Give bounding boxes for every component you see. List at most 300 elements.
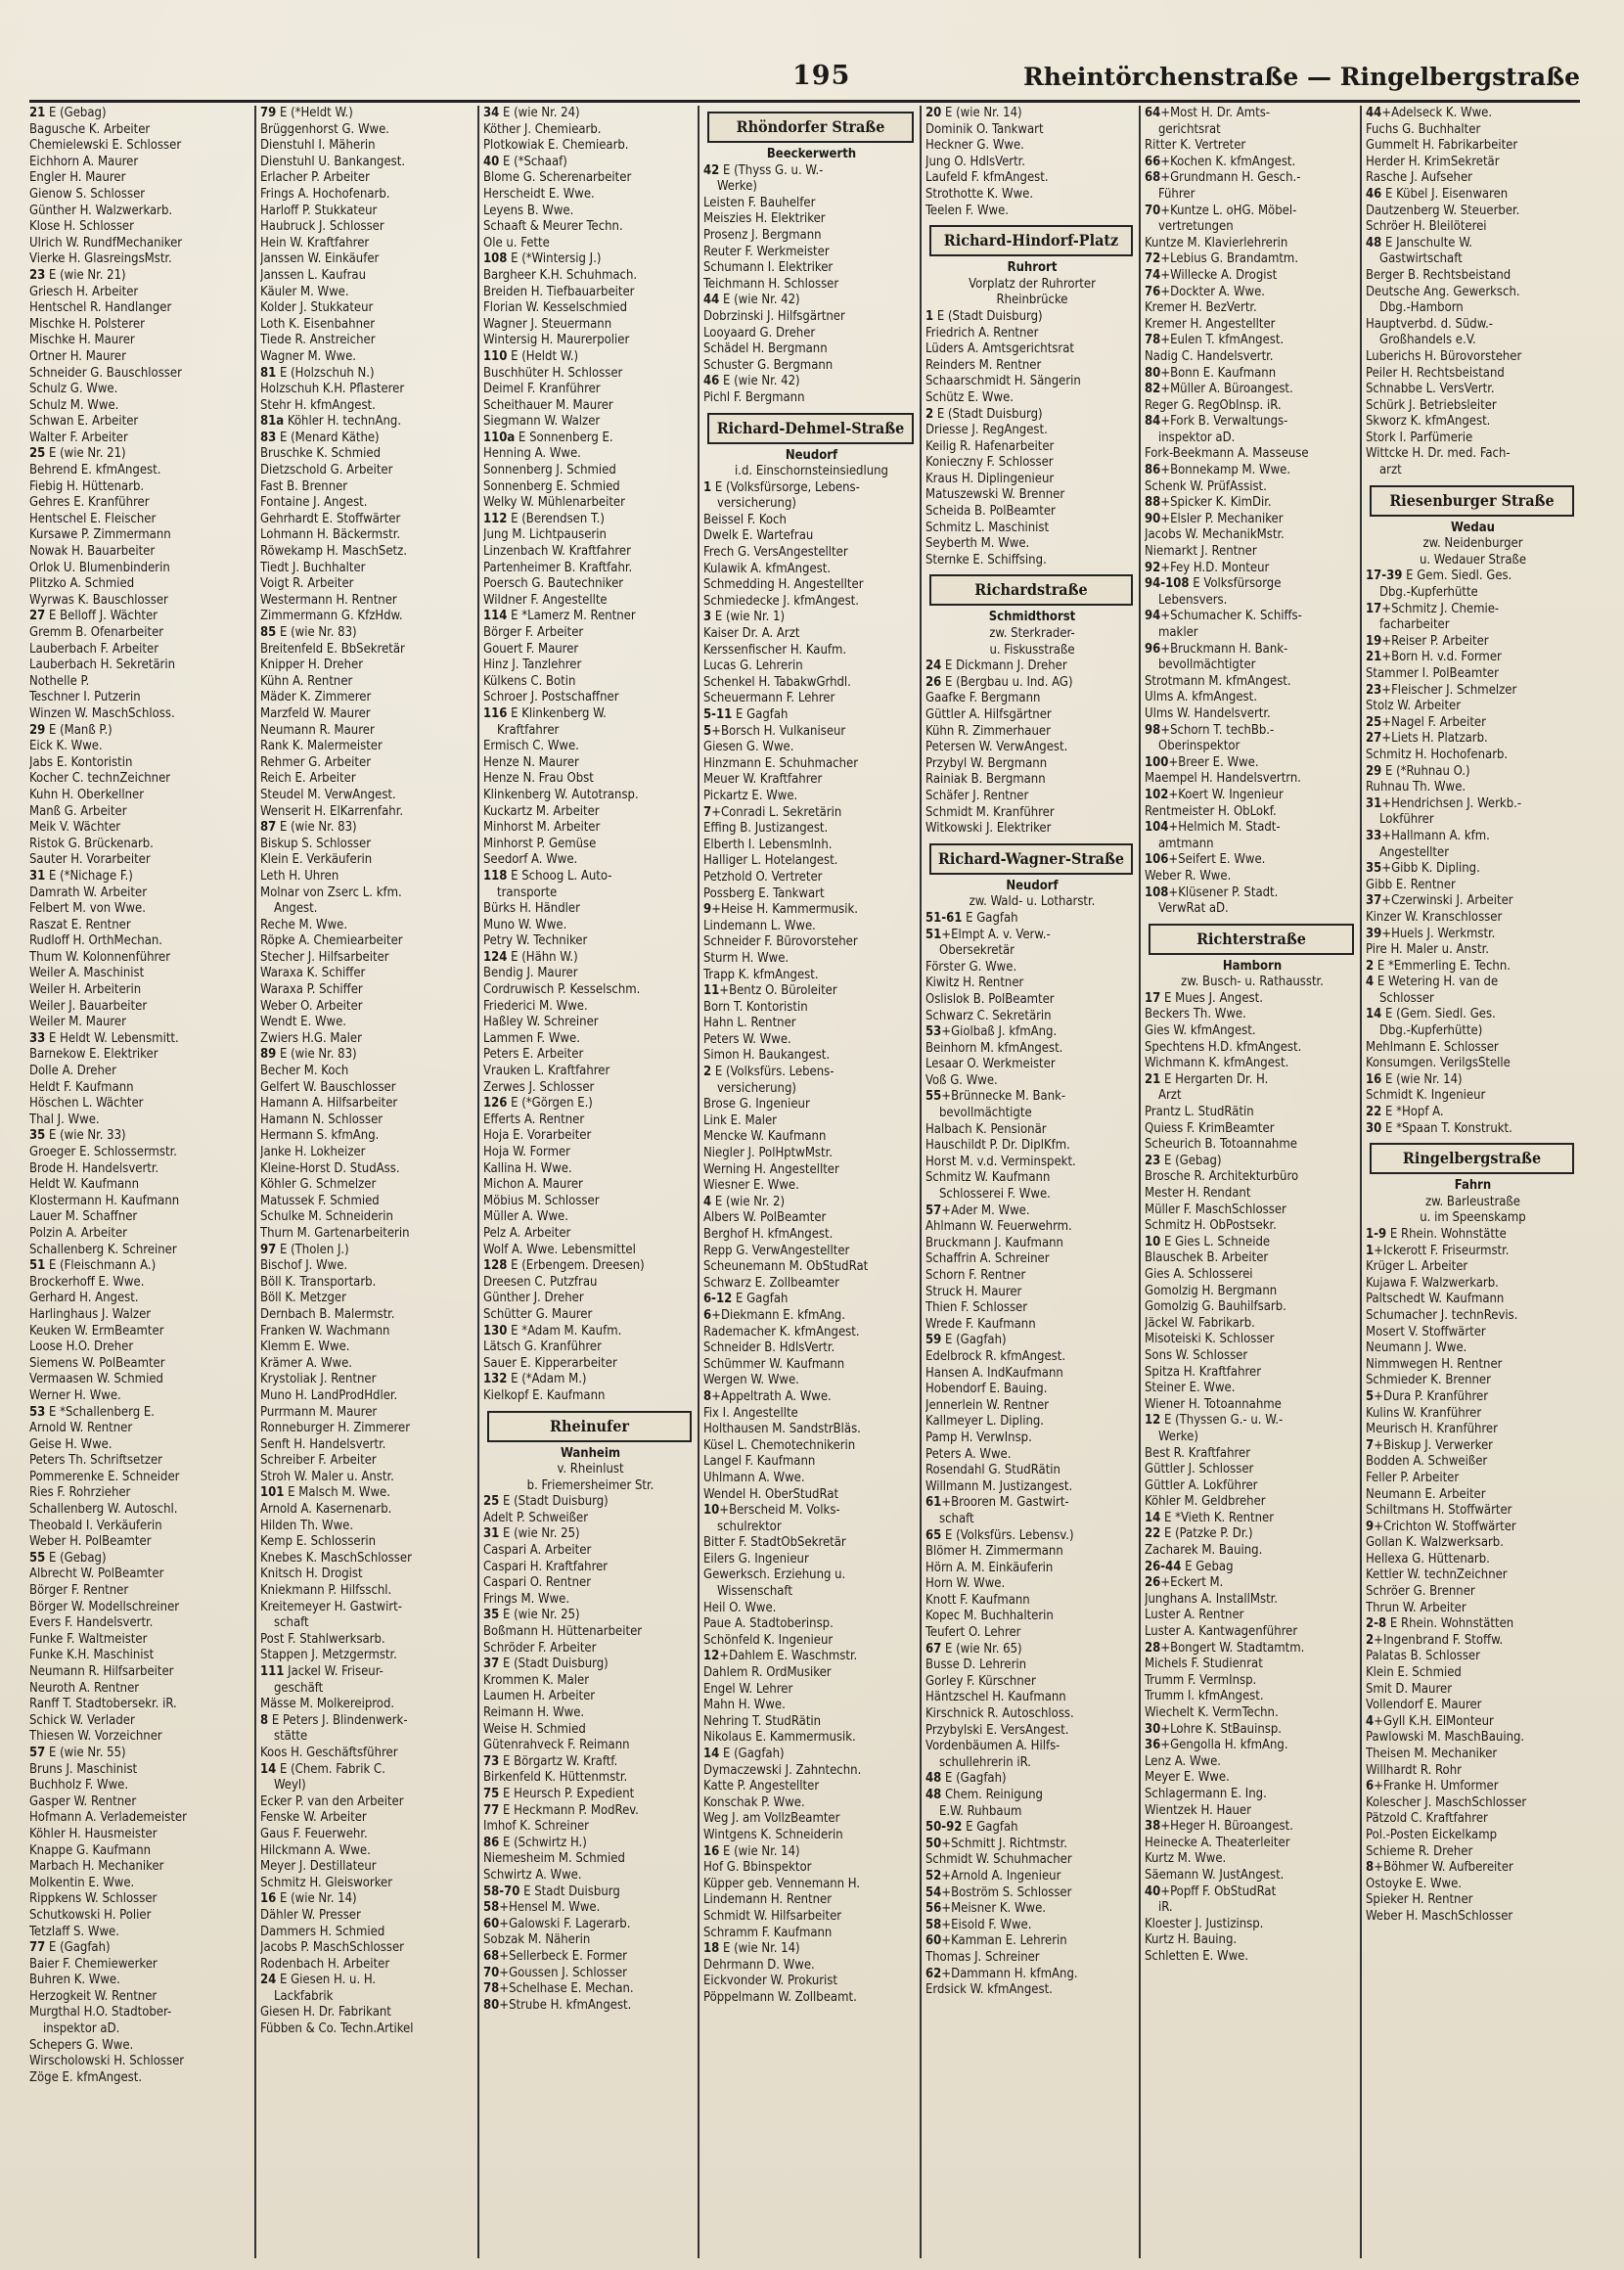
directory-entry: Bruckmann J. Kaufmann [925, 1235, 1063, 1250]
directory-entry: Holthausen M. SandstrBläs. [703, 1422, 861, 1437]
house-number: 44 [1366, 106, 1382, 120]
directory-entry: Herscheidt E. Wwe. [483, 186, 595, 202]
entry-text: +Gibb K. Dipling. [1381, 861, 1480, 877]
directory-entry: Sonnenberg J. Schmied [483, 463, 616, 478]
directory-entry: Birkenfeld K. Hüttenmstr. [483, 1770, 628, 1786]
directory-entry [1145, 991, 1360, 1008]
entry-text: E (*Wintersig J.) [507, 251, 602, 267]
directory-entry: Stammer I. PolBeamter [1366, 666, 1499, 681]
directory-entry: Dammers H. Schmied [260, 1924, 385, 1939]
house-number: 37 [1366, 893, 1382, 909]
directory-entry: Angestellter [1379, 844, 1449, 860]
directory-entry: Uhlmann A. Wwe. [703, 1470, 805, 1485]
directory-entry: Tetzlaff S. Wwe. [29, 1924, 119, 1939]
entry-text: +Elsler P. Mechaniker [1160, 511, 1284, 526]
directory-entry [1145, 463, 1360, 479]
directory-entry: Harloff P. Stukkateur [260, 203, 378, 218]
directory-entry: Kujawa F. Walzwerkarb. [1366, 1275, 1499, 1291]
directory-entry [29, 609, 254, 625]
directory-entry: Ries F. Rohrzieher [29, 1485, 131, 1501]
directory-entry: Kurtz M. Wwe. [1145, 1851, 1227, 1867]
directory-entry: Konsumgen. VerilgsStelle [1366, 1056, 1511, 1071]
house-number: 55 [925, 1089, 942, 1105]
directory-entry: Schmidt M. Kranführer [925, 804, 1055, 820]
house-number: 84 [1145, 414, 1161, 430]
directory-entry: Behrend E. kfmAngest. [29, 463, 161, 478]
entry-text: E (wie Nr. 14) [276, 1891, 357, 1907]
directory-entry: Schnabbe L. VersVertr. [1366, 382, 1495, 397]
entry-text: E Gem. Siedl. Ges. [1402, 568, 1512, 584]
directory-entry [925, 1771, 1139, 1788]
directory-entry [1366, 634, 1580, 651]
directory-entry: Bodden A. Schweißer [1366, 1454, 1488, 1470]
house-number: 37 [483, 1657, 500, 1672]
house-number: 2 [1366, 1632, 1375, 1648]
entry-text: +Liets H. Platzarb. [1381, 731, 1488, 747]
house-number: 26 [925, 674, 942, 690]
entry-text: +Franke H. Umformer [1374, 1779, 1499, 1794]
directory-entry: Theisen M. Mechaniker [1366, 1747, 1498, 1761]
entry-text: E Gebag [1181, 1559, 1234, 1574]
directory-entry: Küsel L. Chemotechnikerin [703, 1437, 856, 1453]
directory-entry [703, 1195, 920, 1211]
house-number: 74 [1145, 267, 1161, 283]
house-number: 52 [925, 1868, 942, 1884]
directory-entry: Linzenbach W. Kraftfahrer [483, 544, 631, 560]
directory-entry: Rosendahl G. StudRätin [925, 1463, 1060, 1478]
house-number: 77 [483, 1802, 500, 1818]
entry-text: E (Bergbau u. Ind. AG) [941, 674, 1073, 690]
directory-entry: Plotkowiak E. Chemiearb. [483, 138, 629, 154]
directory-entry [260, 1891, 477, 1908]
house-number: 22 [1145, 1526, 1161, 1542]
directory-entry: Börger F. Arbeiter [483, 625, 584, 640]
house-number: 4 [1366, 975, 1375, 990]
entry-text: E Gagfah [732, 1292, 789, 1307]
directory-entry: Caspari A. Arbeiter [483, 1543, 592, 1559]
directory-entry [260, 106, 477, 122]
directory-entry [703, 293, 920, 309]
house-number: 27 [29, 609, 46, 624]
directory-entry: Hauptverbd. d. Südw.- [1366, 316, 1494, 332]
directory-entry: Lindemann H. Rentner [703, 1892, 833, 1908]
directory-entry: Maempel H. Handelsvertrn. [1145, 771, 1301, 787]
directory-entry: Gütenrahveck F. Reimann [483, 1738, 630, 1753]
directory-entry [483, 1754, 698, 1771]
directory-entry: Güttler A. Hilfsgärtner [925, 707, 1052, 722]
directory-entry [1145, 1072, 1360, 1089]
directory-entry: Rademacher K. kfmAngest. [703, 1324, 860, 1339]
directory-entry [29, 723, 254, 740]
directory-entry [483, 349, 698, 366]
street-location-note: u. Wedauer Straße [1419, 552, 1527, 568]
entry-text: +Meisner K. Wwe. [941, 1901, 1046, 1917]
directory-entry: Beinhorn M. kfmAngest. [925, 1040, 1063, 1056]
directory-entry [260, 1243, 477, 1259]
house-number: 11 [703, 983, 720, 999]
directory-entry [1145, 1575, 1360, 1592]
house-number: 128 [483, 1258, 508, 1274]
directory-entry: Ulms A. kfmAngest. [1145, 690, 1257, 705]
entry-text: E (Gebag) [1160, 1153, 1222, 1168]
entry-text: Chem. Reinigung [941, 1788, 1043, 1802]
directory-entry: Nikolaus E. Kammermusik. [703, 1730, 856, 1746]
directory-entry: Meyer E. Wwe. [1145, 1770, 1230, 1786]
street-heading: Richterstraße [1149, 924, 1354, 955]
directory-entry [1366, 927, 1580, 943]
house-number: 126 [483, 1096, 508, 1112]
directory-entry: Willhardt R. Rohr [1366, 1762, 1462, 1778]
directory-entry: Schmedding H. Angestellter [703, 577, 864, 593]
entry-text: E *Hopf A. [1381, 1105, 1444, 1120]
house-number: 86 [483, 1835, 500, 1850]
house-number: 46 [1366, 186, 1382, 202]
directory-entry [483, 1657, 698, 1673]
directory-entry: Krommen K. Maler [483, 1672, 590, 1688]
directory-entry: Ortner H. Maurer [29, 348, 126, 364]
house-number: 23 [1366, 682, 1382, 698]
directory-entry: Kolescher J. MaschSchlosser [1366, 1794, 1527, 1810]
house-number: 48 [925, 1771, 942, 1787]
entry-text: +Sellerbeck E. Former [499, 1948, 627, 1964]
directory-entry: Weber R. Wwe. [1145, 868, 1232, 884]
directory-entry: Möbius M. Schlosser [483, 1193, 600, 1208]
street-heading: Ringelbergstraße [1370, 1143, 1574, 1174]
directory-entry: Wergen W. Wwe. [703, 1373, 799, 1388]
directory-entry: Oberinspektor [1158, 739, 1241, 754]
directory-entry: Klein E. Schmied [1366, 1665, 1462, 1681]
house-number: 104 [1145, 820, 1169, 836]
directory-entry: Schümmer W. Kaufmann [703, 1356, 845, 1372]
directory-entry: Arnold W. Rentner [29, 1421, 133, 1436]
directory-entry: Damrath W. Arbeiter [29, 885, 148, 900]
house-number: 87 [260, 820, 277, 836]
directory-entry [483, 1494, 698, 1511]
directory-entry: Schmitz H. ObPostsekr. [1145, 1218, 1277, 1234]
directory-entry: Wintgens K. Schneiderin [703, 1827, 843, 1842]
directory-entry [703, 1308, 920, 1325]
directory-entry: Bargheer K.H. Schuhmach. [483, 267, 638, 283]
directory-entry: Geise H. Wwe. [29, 1436, 113, 1452]
directory-entry: Stolz W. Arbeiter [1366, 699, 1462, 714]
directory-entry: Keilig R. Hafenarbeiter [925, 438, 1055, 454]
directory-entry: Mischke H. Maurer [29, 333, 135, 348]
directory-entry: Deutsche Ang. Gewerksch. [1366, 284, 1520, 299]
directory-entry: Dehrmann D. Wwe. [703, 1957, 815, 1973]
directory-entry: Förster G. Wwe. [925, 959, 1017, 975]
directory-entry: Reinders M. Rentner [925, 357, 1042, 373]
directory-entry: Pire H. Maler u. Anstr. [1366, 942, 1489, 958]
directory-entry: Kraftfahrer [497, 722, 560, 738]
directory-entry: Köhler H. Hausmeister [29, 1826, 158, 1841]
directory-entry: Bürks H. Händler [483, 901, 580, 917]
directory-entry [703, 983, 920, 1000]
directory-entry: versicherung) [717, 1080, 796, 1096]
directory-entry: Pichl F. Bergmann [703, 389, 805, 405]
house-number: 14 [703, 1747, 720, 1761]
directory-entry: Hentschel R. Handlanger [29, 300, 172, 316]
directory-entry: Kleine-Horst D. StudAss. [260, 1160, 400, 1176]
directory-entry: E.W. Ruhbaum [939, 1803, 1022, 1819]
directory-entry [483, 706, 698, 723]
directory-entry: Klose H. Schlosser [29, 219, 134, 235]
house-number: 61 [925, 1495, 942, 1511]
entry-text: +Heise H. Kammermusik. [711, 902, 858, 918]
entry-text: E Malsch M. Wwe. [284, 1485, 390, 1501]
directory-entry: Mester H. Rendant [1145, 1186, 1251, 1201]
directory-entry: Schenk W. PrüfAssist. [1145, 478, 1267, 494]
directory-entry: Schröer G. Brenner [1366, 1584, 1475, 1600]
street-heading: Richard-Dehmel-Straße [707, 413, 914, 444]
street-location-note: i.d. Einschornsteinsiedlung [735, 464, 888, 479]
directory-entry [1366, 959, 1580, 976]
entry-text: E Hergarten Dr. H. [1160, 1071, 1269, 1087]
directory-entry: Petzhold O. Vertreter [703, 869, 823, 885]
directory-entry: Röwekamp H. MaschSetz. [260, 544, 407, 560]
directory-entry [1366, 1007, 1580, 1023]
directory-entry: Janke H. Lokheizer [260, 1145, 366, 1159]
directory-entry: Pawlowski M. MaschBauing. [1366, 1730, 1525, 1746]
directory-entry: Mahn H. Wwe. [703, 1698, 786, 1713]
directory-entry [703, 902, 920, 919]
house-number: 2 [1366, 958, 1375, 974]
directory-entry [1145, 885, 1360, 902]
directory-entry: Minhorst M. Arbeiter [483, 820, 601, 836]
directory-entry: Griesch H. Arbeiter [29, 284, 139, 299]
directory-entry: Arzt [1158, 1088, 1182, 1104]
house-number: 31 [483, 1526, 500, 1542]
directory-entry: Reche M. Wwe. [260, 917, 348, 932]
directory-entry: Fontaine J. Angest. [260, 495, 368, 511]
directory-entry: Vordenbäumen A. Hilfs- [925, 1739, 1060, 1754]
directory-entry: Petersen W. VerwAngest. [925, 740, 1068, 755]
directory-entry: Gibb E. Rentner [1366, 877, 1456, 892]
directory-entry: Zwiers H.G. Maler [260, 1030, 362, 1046]
directory-entry [260, 1973, 477, 1989]
house-number: 1 [1366, 1243, 1375, 1258]
directory-entry: versicherung) [717, 496, 796, 512]
directory-entry: Frings M. Wwe. [483, 1591, 570, 1607]
directory-entry: Jacobs W. MechanikMstr. [1145, 527, 1285, 543]
entry-text: E (Chem. Fabrik C. [276, 1761, 385, 1777]
entry-text: E (Stadt Duisburg) [499, 1494, 609, 1510]
directory-entry [29, 1551, 254, 1567]
directory-entry: Weiler A. Maschinist [29, 966, 145, 981]
directory-entry: Führer [1158, 186, 1195, 202]
directory-entry: Thrun W. Arbeiter [1366, 1600, 1466, 1615]
directory-entry [1145, 414, 1360, 431]
directory-entry [1145, 382, 1360, 398]
page-header [29, 61, 1580, 100]
entry-text: +Ader M. Wwe. [941, 1203, 1030, 1218]
directory-entry: Erlacher P. Arbeiter [260, 170, 370, 186]
house-number: 80 [1145, 365, 1161, 381]
house-number: 18 [703, 1941, 720, 1957]
directory-entry: Rudloff H. OrthMechan. [29, 933, 162, 949]
directory-entry: Obersekretär [939, 943, 1015, 959]
entry-text: E Heckmann P. ModRev. [499, 1802, 639, 1818]
directory-entry: Voigt R. Arbeiter [260, 576, 354, 592]
directory-entry: Meuer W. Kraftfahrer [703, 772, 823, 788]
entry-text: E Dickmann J. Dreher [941, 658, 1067, 674]
directory-entry: Engel W. Lehrer [703, 1681, 793, 1697]
directory-entry: Schwan E. Arbeiter [29, 414, 139, 430]
entry-text: +Hallmann A. kfm. [1381, 828, 1490, 843]
directory-entry: Gewerksch. Erziehung u. [703, 1567, 846, 1583]
directory-entry: Zacharek M. Bauing. [1145, 1543, 1263, 1559]
house-number: 88 [1145, 495, 1161, 511]
directory-entry [1145, 155, 1360, 171]
entry-text: E (wie Nr. 83) [276, 820, 357, 836]
directory-entry: Sauer E. Kipperarbeiter [483, 1355, 617, 1371]
directory-entry: Tiedt J. Buchhalter [260, 560, 366, 575]
directory-entry: Trapp K. kfmAngest. [703, 967, 819, 982]
directory-entry: Steiner E. Wwe. [1145, 1381, 1236, 1396]
directory-entry: Schwirtz A. Wwe. [483, 1867, 582, 1883]
directory-entry: Purrmann M. Maurer [260, 1404, 378, 1420]
directory-entry: Minhorst P. Gemüse [483, 836, 597, 851]
entry-text: E Kübel J. Eisenwaren [1381, 186, 1509, 202]
directory-entry: Thiesen W. Vorzeichner [29, 1729, 162, 1745]
house-number: 79 [260, 106, 277, 120]
directory-entry: Trumm I. kfmAngest. [1145, 1689, 1264, 1704]
directory-entry: Luster A. Kantwagenführer [1145, 1624, 1298, 1640]
directory-entry: Jung O. HdlsVertr. [925, 154, 1025, 169]
directory-entry: Schaffrin A. Schreiner [925, 1251, 1050, 1267]
directory-entry: Schlagermann E. Ing. [1145, 1786, 1267, 1801]
directory-entry: Heldt F. Kaufmann [29, 1079, 134, 1095]
entry-text: +Czerwinski J. Arbeiter [1381, 893, 1513, 909]
directory-entry [260, 625, 477, 642]
directory-entry: Struck H. Maurer [925, 1284, 1022, 1299]
directory-entry [1145, 755, 1360, 772]
directory-entry: Haubruck J. Schlosser [260, 219, 384, 235]
directory-entry [1145, 366, 1360, 383]
directory-entry [1145, 852, 1360, 869]
house-number: 53 [925, 1024, 942, 1040]
entry-text: E *Emmerling E. Techn. [1374, 958, 1511, 974]
directory-entry: Harlinghaus J. Walzer [29, 1306, 152, 1322]
directory-entry: Lauer M. Schaffner [29, 1209, 138, 1225]
entry-text: E Schoog L. Auto- [507, 868, 612, 884]
directory-entry: Schmitz L. Maschinist [925, 520, 1050, 535]
directory-entry [925, 407, 1139, 424]
house-number: 8 [703, 1388, 712, 1404]
house-number: 72 [1145, 251, 1161, 267]
directory-entry: Lohmann H. Bäckermstr. [260, 527, 401, 543]
directory-entry [483, 1836, 698, 1852]
directory-entry: Kocher C. technZeichner [29, 771, 171, 787]
directory-entry [483, 106, 698, 122]
entry-text: E (wie Nr. 21) [45, 267, 126, 283]
house-number: 81a [260, 414, 285, 430]
directory-entry: Langel F. Kaufmann [703, 1454, 816, 1470]
entry-text: +Dahlem E. Waschmstr. [719, 1649, 858, 1664]
directory-entry: Prantz L. StudRätin [1145, 1105, 1254, 1120]
directory-entry: Bitter F. StadtObSekretär [703, 1535, 846, 1551]
house-number: 30 [1145, 1721, 1161, 1737]
directory-entry: Frings A. Hochofenarb. [260, 186, 390, 202]
directory-entry [925, 1901, 1139, 1918]
entry-text: E Rhein. Wohnstätte [1386, 1227, 1507, 1242]
directory-entry: Quiess F. KrimBeamter [1145, 1120, 1275, 1136]
directory-entry: Lucas G. Lehrerin [703, 658, 803, 674]
house-number: 66 [1145, 154, 1161, 169]
house-number: 33 [29, 1030, 46, 1046]
directory-entry: Krystoliak J. Rentner [260, 1372, 377, 1387]
directory-entry [483, 1324, 698, 1340]
house-number: 70 [1145, 203, 1161, 218]
directory-entry: Lackfabrik [274, 1988, 334, 2004]
house-number: 60 [925, 1933, 942, 1949]
header-rule [29, 100, 1580, 103]
directory-entry [483, 431, 698, 447]
entry-text: E Belloff J. Wächter [45, 609, 158, 624]
directory-entry [1145, 512, 1360, 528]
directory-entry: Pol.-Posten Eickelkamp [1366, 1827, 1498, 1842]
directory-entry [483, 155, 698, 171]
directory-entry: Fix I. Angestellte [703, 1405, 798, 1421]
directory-entry: Kallmeyer L. Dipling. [925, 1414, 1045, 1430]
directory-entry [703, 1065, 920, 1081]
directory-entry: Link E. Maler [703, 1112, 777, 1128]
entry-text: +Böhmer W. Aufbereiter [1374, 1860, 1513, 1876]
directory-entry [1366, 796, 1580, 813]
house-number: 92 [1145, 560, 1161, 575]
directory-entry [1145, 820, 1360, 837]
directory-entry: Zerwes J. Schlosser [483, 1079, 595, 1095]
directory-entry: Fork-Beekmann A. Masseuse [1145, 446, 1309, 462]
directory-entry: Petry W. Techniker [483, 933, 588, 949]
directory-entry: Przybyl W. Bergmann [925, 755, 1048, 771]
house-number: 39 [1366, 926, 1382, 941]
directory-entry: inspektor aD. [1158, 430, 1236, 445]
entry-text: Jackel W. Friseur- [284, 1664, 383, 1679]
directory-entry: Dreesen C. Putzfrau [483, 1274, 598, 1290]
directory-entry: Schutkowski H. Polier [29, 1907, 152, 1923]
directory-entry: Schletten E. Wwe. [1145, 1948, 1249, 1964]
directory-entry: Lauberbach F. Arbeiter [29, 641, 159, 657]
house-number: 7 [1366, 1437, 1375, 1453]
directory-entry [925, 911, 1139, 928]
directory-entry: Biskup S. Schlosser [260, 836, 372, 851]
directory-entry: Reuter F. Werkmeister [703, 244, 830, 259]
directory-entry [925, 309, 1139, 326]
directory-entry: Born T. Kontoristin [703, 999, 808, 1015]
house-number: 65 [925, 1527, 942, 1543]
house-number: 62 [925, 1966, 942, 1981]
entry-text: +Eisold F. Wwe. [941, 1917, 1032, 1932]
directory-entry: Sternke E. Schiffsing. [925, 552, 1047, 568]
house-number: 108 [1145, 885, 1169, 900]
column-1 [29, 106, 254, 2258]
directory-entry: Laufeld F. kfmAngest. [925, 170, 1049, 186]
directory-entry: Hansen A. IndKaufmann [925, 1365, 1063, 1381]
directory-entry: Güttler J. Schlosser [1145, 1462, 1254, 1477]
directory-entry: Schmieder K. Brenner [1366, 1373, 1491, 1388]
directory-entry: Steudel M. VerwAngest. [260, 787, 396, 802]
entry-text: +Breer E. Wwe. [1168, 754, 1259, 770]
house-number: 16 [703, 1843, 720, 1859]
directory-entry: Käuler M. Wwe. [260, 284, 349, 299]
directory-entry: Börger F. Rentner [29, 1583, 129, 1599]
directory-entry: Schneider F. Bürovorsteher [703, 934, 858, 950]
directory-entry: Kremer H. Angestellter [1145, 316, 1276, 332]
house-number: 6 [1366, 1779, 1375, 1794]
house-number: 86 [1145, 463, 1161, 478]
directory-entry: Ostoyke E. Wwe. [1366, 1876, 1463, 1891]
district-name: Neudorf [1006, 878, 1059, 893]
